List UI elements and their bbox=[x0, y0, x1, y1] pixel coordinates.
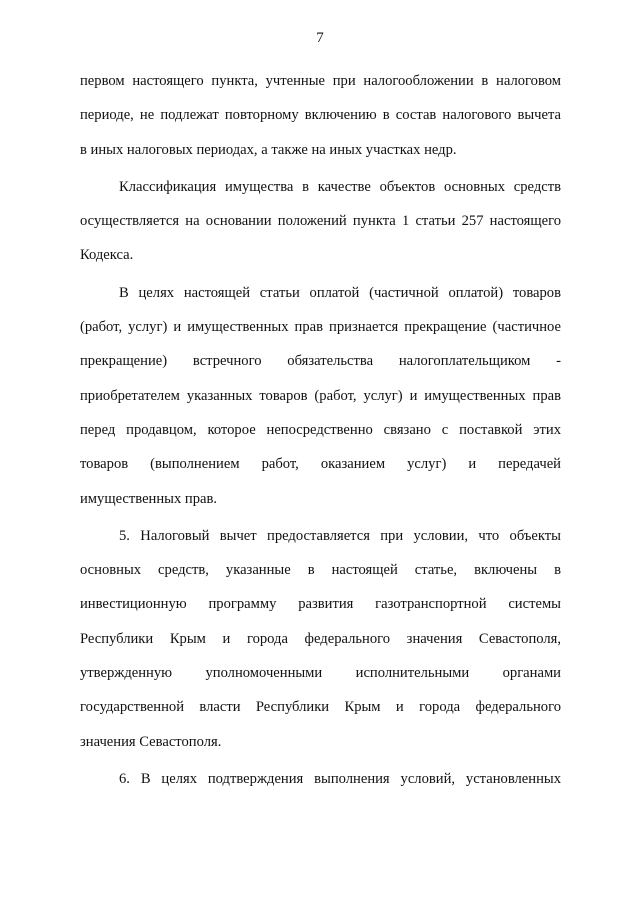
text-line: Кодекса. bbox=[80, 247, 134, 264]
text-line: в иных налоговых периодах, а также на иных участках недр. bbox=[80, 141, 457, 158]
text-line: основных средств, указанные в настоящей статье, включены в bbox=[80, 562, 561, 579]
paragraph-classification bbox=[80, 170, 561, 273]
text-line: перед продавцом, которое непосредственно связано с поставкой этих bbox=[80, 421, 561, 438]
text-line: 5. Налоговый вычет предоставляется при условии, что объекты bbox=[119, 527, 561, 544]
text-line: имущественных прав. bbox=[80, 490, 218, 507]
text-line: значения Севастополя. bbox=[80, 733, 222, 750]
text-line: утвержденную уполномоченными исполнительными органами bbox=[80, 665, 561, 682]
paragraph-continuation bbox=[80, 64, 561, 167]
text-line: товаров (выполнением работ, оказанием услуг) и передачей bbox=[80, 456, 561, 473]
text-line: приобретателем указанных товаров (работ, услуг) и имущественных прав bbox=[80, 387, 561, 404]
text-line: В целях настоящей статьи оплатой (частичной оплатой) товаров bbox=[119, 284, 561, 301]
page-number: 7 bbox=[316, 30, 324, 46]
text-line: 6. В целях подтверждения выполнения условий, установленных bbox=[119, 770, 561, 787]
text-line: Республики Крым и города федерального значения Севастополя, bbox=[80, 630, 561, 647]
paragraph-item-6 bbox=[80, 762, 561, 796]
text-line: Классификация имущества в качестве объектов основных средств bbox=[119, 178, 561, 195]
text-line: (работ, услуг) и имущественных прав признается прекращение (частичное bbox=[80, 319, 561, 336]
document-body bbox=[80, 64, 561, 796]
text-line: периоде, не подлежат повторному включению в состав налогового вычета bbox=[80, 107, 561, 124]
text-line: первом настоящего пункта, учтенные при налогообложении в налоговом bbox=[80, 73, 561, 89]
text-line: прекращение) встречного обязательства налогоплательщиком - bbox=[80, 353, 561, 370]
text-line: осуществляется на основании положений пункта 1 статьи 257 настоящего bbox=[80, 213, 561, 230]
paragraph-item-5 bbox=[80, 519, 561, 759]
paragraph-payment-definition bbox=[80, 276, 561, 516]
text-line: инвестиционную программу развития газотранспортной системы bbox=[80, 596, 561, 613]
text-line: государственной власти Республики Крым и города федерального bbox=[80, 699, 561, 716]
